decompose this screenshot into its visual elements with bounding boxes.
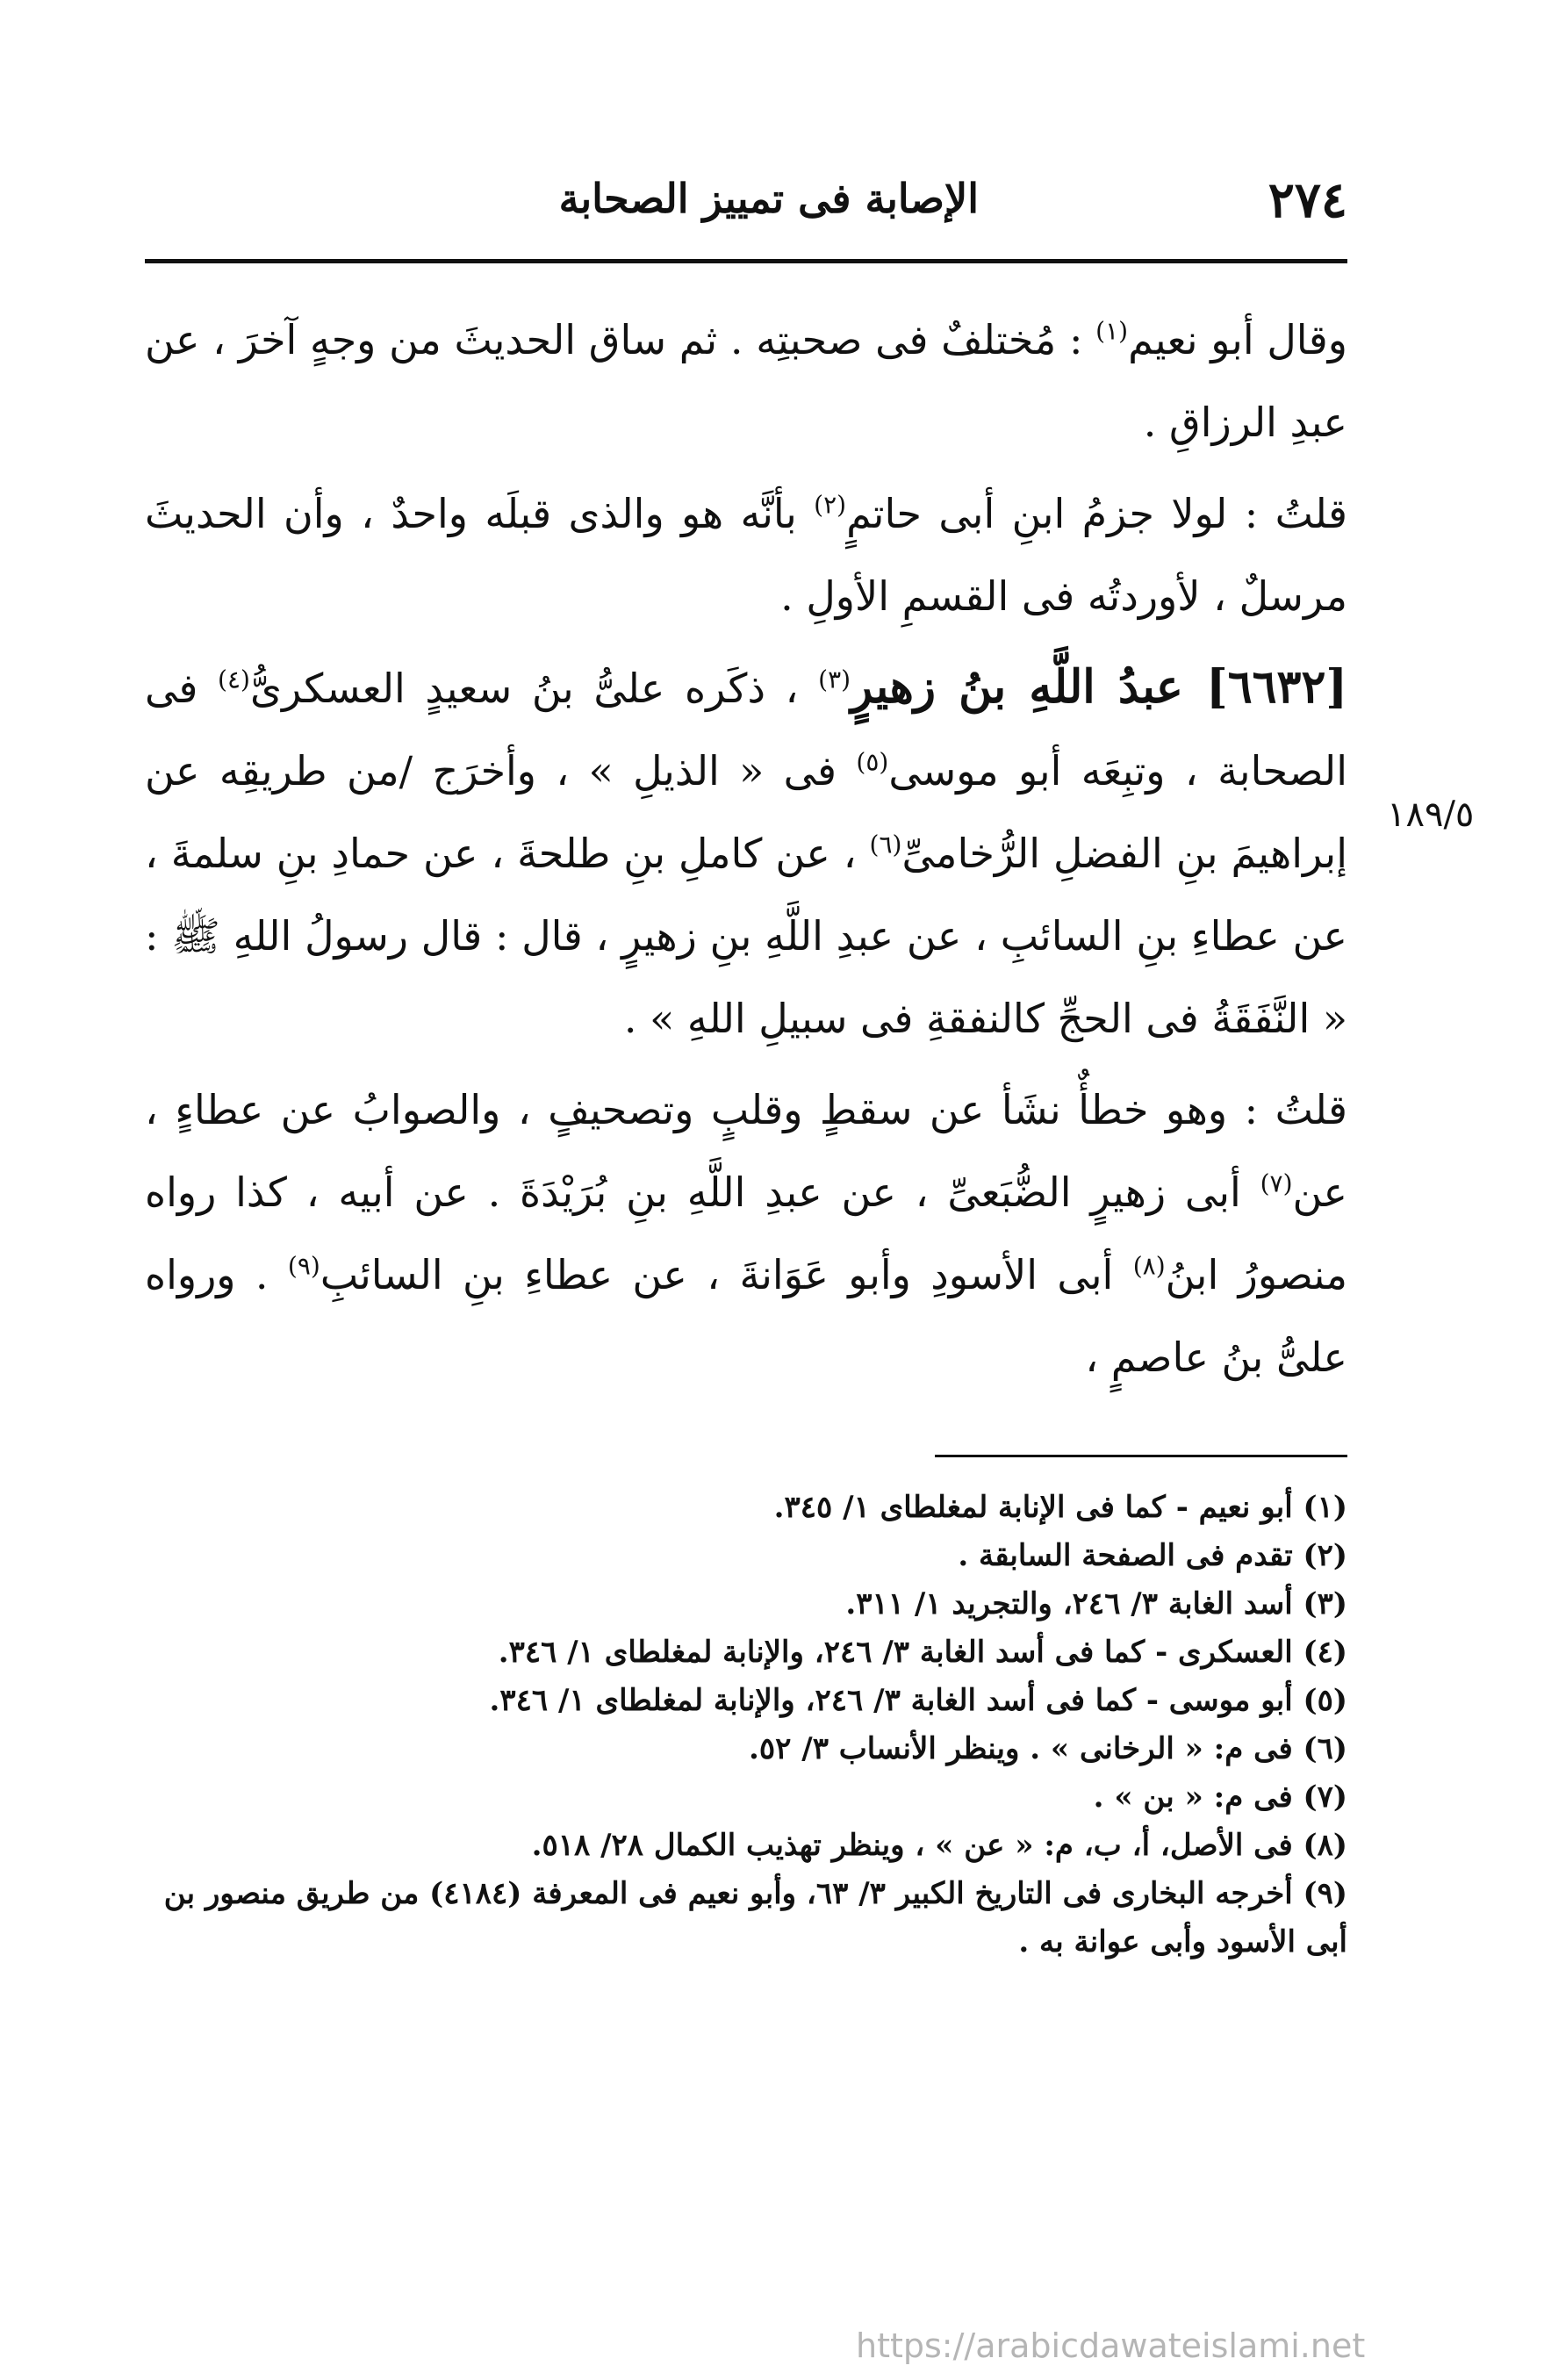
- footnote-4: (٤) العسكرى - كما فى أسد الغابة ٣/ ٢٤٦، والإنابة لمغلطاى ١/ ٣٤٦.: [498, 1635, 1347, 1670]
- watermark-url: https://arabicdawateislami.net: [856, 2326, 1366, 2365]
- text-segment: قلتُ : لولا جزمُ ابنِ أبى حاتمٍ: [846, 490, 1347, 537]
- text-segment: ، عن كاملِ بنِ طلحةَ ، عن حمادِ بنِ سلمةَ ، عن عطاءِ بنِ السائبِ ، عن عبدِ اللَّهِ بنِ زهيرٍ ، قال : قال رسولُ اللهِ ﷺ : « النَّفَقَةُ فى الحجِّ كالنفقةِ فى سبيلِ اللهِ » .: [145, 830, 1347, 1042]
- margin-volume-page-note: ١٨٩/٥: [1387, 795, 1475, 835]
- text-segment: بأنَّه هو والذى قبلَه واحدٌ ، وأن الحديثَ مرسلٌ ، لأوردتُه فى القسمِ الأولِ .: [145, 490, 1347, 620]
- footnote-marker-5: (٥): [856, 747, 889, 777]
- paragraph-3-entry: [145, 646, 1347, 1060]
- footnote-marker-8: (٨): [1132, 1251, 1166, 1281]
- footnote-5: (٥) أبو موسى - كما فى أسد الغابة ٣/ ٢٤٦، والإنابة لمغلطاى ١/ ٣٤٦.: [489, 1683, 1347, 1718]
- text-segment: : مُختلفٌ فى صحبتِه . ثم ساق الحديثَ من وجهٍ آخرَ ، عن عبدِ الرزاقِ .: [145, 316, 1347, 446]
- footnote-7: (٧) فى م: « بن » .: [1093, 1780, 1347, 1815]
- text-segment: فى « الذيلِ » ، وأخرَج /من طريقِه عن إبراهيمَ بنِ الفضلِ الرُّخامىِّ: [145, 747, 1347, 877]
- footnote-marker-3: (٣): [818, 665, 851, 694]
- footnote-1: (١) أبو نعيم - كما فى الإنابة لمغلطاى ١/ ٣٤٥.: [773, 1490, 1347, 1525]
- footnote-marker-4: (٤): [218, 665, 250, 694]
- footnote-9: (٩) أخرجه البخارى فى التاريخ الكبير ٣/ ٦٣، وأبو نعيم فى المعرفة (٤١٨٤) من طريق منصور بن أبى الأسود وأبى عوانة به .: [163, 1876, 1347, 1959]
- paragraph-1: [145, 298, 1347, 464]
- page-number: ٢٧٤: [1268, 171, 1347, 229]
- footnote-6: (٦) فى م: « الرخانى » . وينظر الأنساب ٣/ ٥٢.: [749, 1731, 1347, 1766]
- paragraph-4: [145, 1068, 1347, 1399]
- footnote-2: (٢) تقدم فى الصفحة السابقة .: [958, 1538, 1347, 1573]
- footnote-marker-9: (٩): [287, 1251, 320, 1281]
- text-segment: أبى زهيرٍ الضُّبَعىِّ ، عن عبدِ اللَّهِ بنِ بُرَيْدَةَ . عن أبيه ، كذا رواه منصورُ ابنُ: [145, 1168, 1348, 1298]
- footnote-marker-1: (١): [1095, 316, 1129, 346]
- text-segment: . ورواه علىُّ بنُ عاصمٍ ،: [145, 1251, 1347, 1381]
- paragraph-2: [145, 472, 1347, 637]
- page-header: [145, 162, 1347, 233]
- header-divider: [145, 259, 1347, 263]
- text-segment: قلتُ : وهو خطأٌ نشَأ عن سقطٍ وقلبٍ وتصحيفٍ ، والصوابُ عن عطاءٍ ، عن: [145, 1086, 1347, 1216]
- footnote-3: (٣) أسد الغابة ٣/ ٢٤٦، والتجريد ١/ ٣١١.: [845, 1586, 1347, 1621]
- main-text: [145, 298, 1347, 1407]
- footnotes: [145, 1484, 1347, 1967]
- footnote-divider: [935, 1455, 1347, 1457]
- footnote-8: (٨) فى الأصل، أ، ب، م: « عن » ، وينظر تهذيب الكمال ٢٨/ ٥١٨.: [531, 1828, 1347, 1863]
- footnote-marker-2: (٢): [814, 490, 847, 520]
- text-segment: وقال أبو نعيم: [1128, 316, 1347, 363]
- text-segment: فى الصحابة ، وتبِعَه أبو موسى: [145, 665, 1347, 795]
- entry-title: [٦٦٣٢] عبدُ اللَّهِ بنُ زهيرٍ: [851, 660, 1348, 714]
- book-title: الإصابة فى تمييز الصحابة: [558, 175, 979, 222]
- text-segment: ، ذكَره علىُّ بنُ سعيدٍ العسكرىُّ: [249, 665, 819, 712]
- footnote-marker-7: (٧): [1260, 1168, 1293, 1198]
- footnote-marker-6: (٦): [869, 830, 902, 859]
- text-segment: أبى الأسودِ وأبو عَوَانةَ ، عن عطاءِ بنِ السائبِ: [320, 1251, 1133, 1298]
